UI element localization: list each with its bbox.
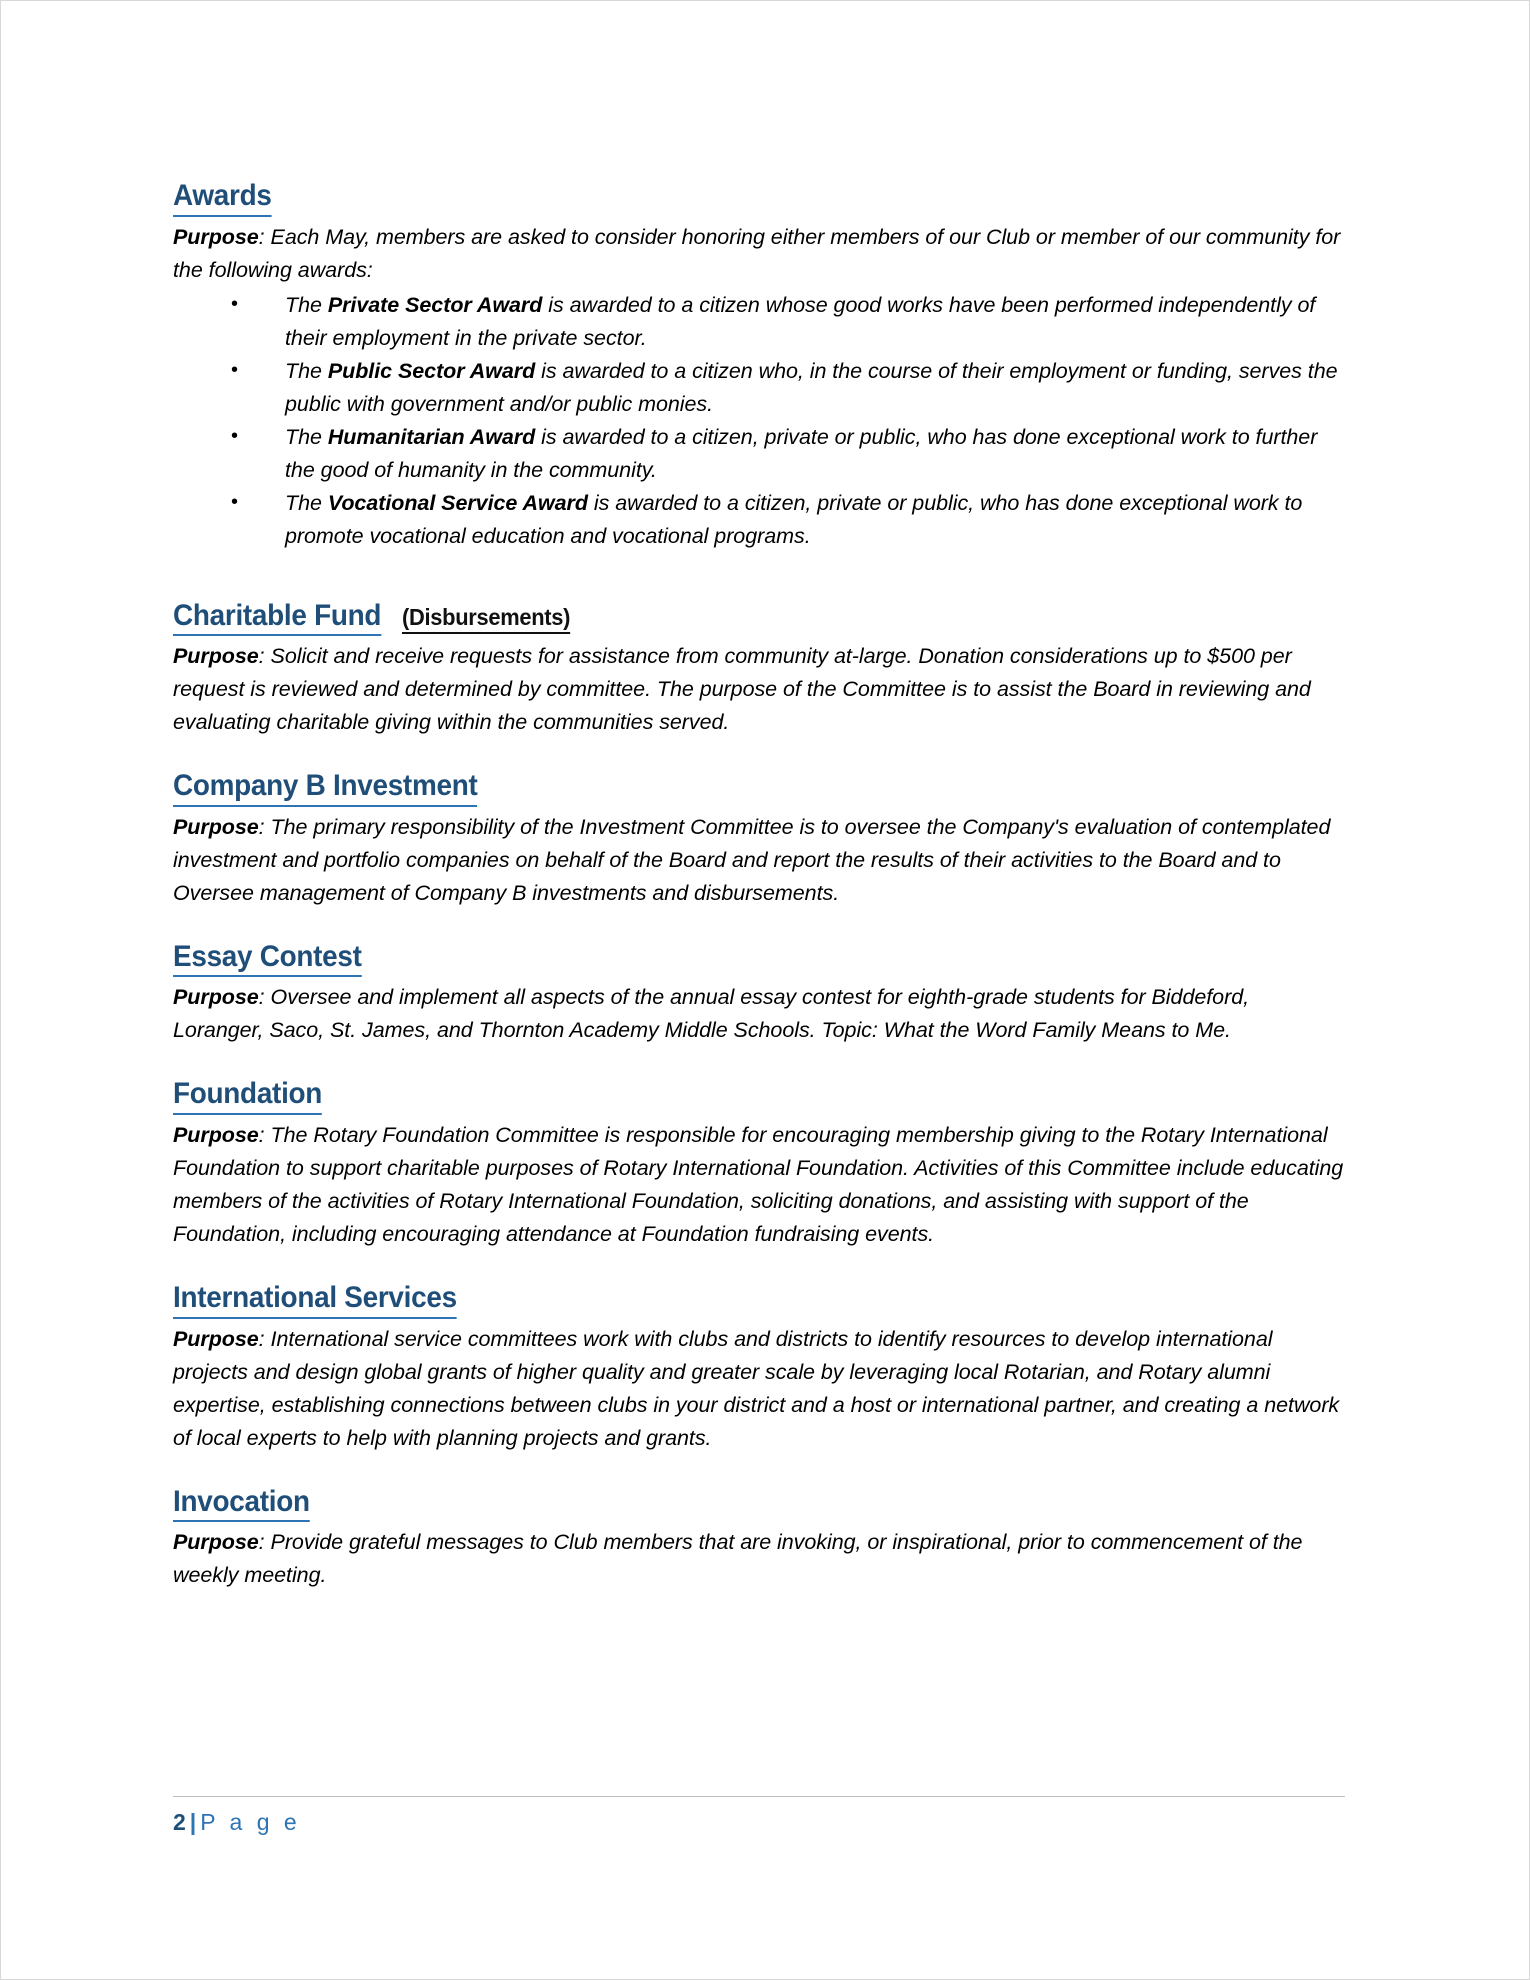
section-international-services: [173, 1281, 1345, 1455]
section-spacer: [173, 910, 1345, 940]
section-spacer: [173, 1455, 1345, 1485]
heading-main-text: International Services: [173, 1281, 457, 1319]
purpose-colon: :: [258, 224, 271, 249]
purpose-colon: :: [258, 644, 271, 669]
bullet-suffix: is awarded to a citizen, private or public, who has done exceptional work to promote vocational education and vocational programs.: [285, 490, 1303, 548]
purpose-colon: :: [258, 985, 271, 1010]
section-heading-company-b-investment: [173, 769, 1345, 807]
section-spacer: [173, 739, 1345, 769]
purpose-label: Purpose: [173, 1326, 259, 1351]
purpose-paragraph-essay-contest: [173, 981, 1345, 1047]
heading-main-text: Invocation: [173, 1485, 310, 1523]
footer-page-word: P a g e: [200, 1809, 301, 1835]
purpose-paragraph-invocation: [173, 1526, 1345, 1592]
bullet-prefix: The: [285, 358, 328, 383]
section-heading-invocation: [173, 1485, 1345, 1523]
section-essay-contest: [173, 940, 1345, 1048]
purpose-colon: :: [258, 814, 271, 839]
document-body: [173, 179, 1345, 1592]
section-company-b-investment: [173, 769, 1345, 910]
section-foundation: [173, 1077, 1345, 1251]
purpose-label: Purpose: [173, 985, 259, 1010]
purpose-label: Purpose: [173, 814, 259, 839]
purpose-paragraph-charitable-fund: [173, 640, 1345, 739]
heading-main-text: Charitable Fund: [173, 599, 381, 637]
purpose-paragraph-international-services: [173, 1323, 1345, 1455]
section-heading-international-services: [173, 1281, 1345, 1319]
purpose-label: Purpose: [173, 644, 259, 669]
bullet-suffix: is awarded to a citizen, private or public, who has done exceptional work to further the good of humanity in the community.: [285, 424, 1318, 482]
award-name: Vocational Service Award: [327, 490, 588, 515]
section-charitable-fund: [173, 599, 1345, 740]
award-name: Public Sector Award: [327, 358, 536, 383]
section-spacer: [173, 553, 1345, 599]
footer-separator: |: [189, 1809, 197, 1835]
purpose-paragraph-company-b-investment: [173, 811, 1345, 910]
purpose-colon: :: [258, 1122, 271, 1147]
list-item: [173, 487, 1345, 553]
purpose-text: Oversee and implement all aspects of the annual essay contest for eighth-grade students for Biddeford, Loranger, Saco, St. James, and Thornton Academy Middle Schools. Topic: What the Word Family Means to Me.: [173, 985, 1250, 1043]
purpose-text: Provide grateful messages to Club members that are invoking, or inspirational, prior to commencement of the weekly meeting.: [173, 1530, 1303, 1588]
purpose-label: Purpose: [173, 1122, 259, 1147]
purpose-text: International service committees work with clubs and districts to identify resources to develop international projects and design global grants of higher quality and greater scale by leveraging local Rotarian, and Rotary alumni expertise, establishing connections between clubs in your district and a host or international partner, and creating a network of local experts to help with planning projects and grants.: [173, 1326, 1340, 1450]
awards-bullet-list: [173, 289, 1345, 553]
heading-main-text: Essay Contest: [173, 940, 362, 978]
list-item: [173, 421, 1345, 487]
purpose-text: The Rotary Foundation Committee is responsible for encouraging membership giving to the Rotary International Foundation to support charitable purposes of Rotary International Foundation. Activities of this Committee include educating members of the activities of Rotary International Foundation, soliciting donations, and assisting with support of the Foundation, including encouraging attendance at Foundation fundraising events.: [173, 1122, 1344, 1246]
footer-divider: [173, 1796, 1345, 1797]
purpose-paragraph-awards: [173, 221, 1345, 287]
purpose-paragraph-foundation: [173, 1119, 1345, 1251]
heading-main-text: Awards: [173, 179, 272, 217]
list-item: [173, 355, 1345, 421]
bullet-prefix: The: [285, 292, 328, 317]
page-footer: [173, 1796, 1345, 1836]
section-heading-foundation: [173, 1077, 1345, 1115]
purpose-text: Solicit and receive requests for assistance from community at-large. Donation considerations up to $500 per request is reviewed and determined by committee. The purpose of the Committee is to assist the Board in reviewing and evaluating charitable giving within the communities served.: [173, 644, 1311, 735]
section-heading-charitable-fund: [173, 599, 1345, 637]
purpose-colon: :: [258, 1530, 271, 1555]
purpose-label: Purpose: [173, 224, 259, 249]
section-spacer: [173, 1047, 1345, 1077]
bullet-prefix: The: [285, 424, 328, 449]
list-item: [173, 289, 1345, 355]
section-heading-essay-contest: [173, 940, 1345, 978]
footer-page-indicator: [173, 1809, 1345, 1836]
section-invocation: [173, 1485, 1345, 1593]
award-name: Private Sector Award: [327, 292, 543, 317]
bullet-prefix: The: [285, 490, 328, 515]
heading-main-text: Foundation: [173, 1077, 322, 1115]
section-awards: [173, 179, 1345, 553]
heading-main-text: Company B Investment: [173, 769, 477, 807]
footer-page-number: 2: [173, 1809, 186, 1835]
bullet-suffix: is awarded to a citizen who, in the course of their employment or funding, serves the public with government and/or public monies.: [285, 358, 1338, 416]
section-heading-awards: [173, 179, 1345, 217]
purpose-colon: :: [258, 1326, 271, 1351]
award-name: Humanitarian Award: [327, 424, 536, 449]
heading-sub-text: (Disbursements): [402, 605, 570, 635]
purpose-label: Purpose: [173, 1530, 259, 1555]
purpose-text: The primary responsibility of the Investment Committee is to oversee the Company's evaluation of contemplated investment and portfolio companies on behalf of the Board and report the results of their activities to the Board and to Oversee management of Company B investments and disbursements.: [173, 814, 1331, 905]
bullet-suffix: is awarded to a citizen whose good works have been performed independently of their employment in the private sector.: [285, 292, 1316, 350]
purpose-text: Each May, members are asked to consider honoring either members of our Club or member of our community for the following awards:: [173, 224, 1341, 282]
section-spacer: [173, 1251, 1345, 1281]
